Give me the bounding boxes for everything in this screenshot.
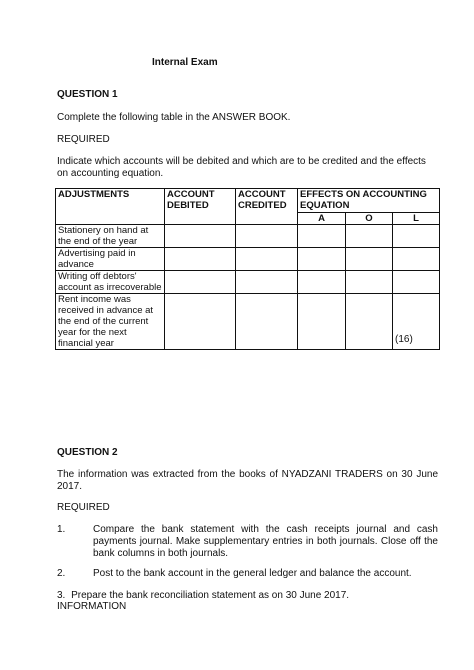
cell-l[interactable] [393, 248, 440, 271]
cell-debited[interactable] [165, 294, 236, 350]
cell-a[interactable] [298, 271, 346, 294]
question-1-marks: (16) [395, 334, 413, 345]
adjustments-table [55, 188, 440, 350]
header-account-debited: ACCOUNT DEBITED [165, 189, 236, 225]
question-1-heading: QUESTION 1 [57, 89, 118, 100]
cell-o[interactable] [346, 294, 393, 350]
question-2-heading: QUESTION 2 [57, 447, 118, 458]
table-row [56, 248, 440, 271]
question-1-instruction: Complete the following table in the ANSWER BOOK. [57, 112, 291, 123]
header-a: A [298, 213, 346, 225]
cell-a[interactable] [298, 248, 346, 271]
item-number: 2. [57, 568, 66, 579]
item-number: 3. [57, 590, 66, 601]
header-o: O [346, 213, 393, 225]
cell-debited[interactable] [165, 271, 236, 294]
cell-l[interactable] [393, 271, 440, 294]
cell-debited[interactable] [165, 225, 236, 248]
item-text: Prepare the bank reconciliation statement as on 30 June 2017. [71, 590, 350, 601]
cell-a[interactable] [298, 294, 346, 350]
table-row [56, 294, 440, 350]
question-1-required-text: Indicate which accounts will be debited and which are to be credited and the effects on accounting equation. [57, 156, 426, 179]
cell-l[interactable] [393, 225, 440, 248]
row-adjustment: Stationery on hand at the end of the year [56, 225, 165, 248]
question-2-required-label: REQUIRED [57, 502, 110, 513]
header-adjustments: ADJUSTMENTS [56, 189, 165, 225]
header-account-credited: ACCOUNT CREDITED [236, 189, 298, 225]
item-text: Post to the bank account in the general ledger and balance the account. [93, 568, 412, 579]
cell-credited[interactable] [236, 294, 298, 350]
cell-a[interactable] [298, 225, 346, 248]
header-l: L [393, 213, 440, 225]
page-title: Internal Exam [152, 57, 218, 68]
cell-o[interactable] [346, 271, 393, 294]
table-header-row [56, 189, 440, 213]
header-effects: EFFECTS ON ACCOUNTING EQUATION [298, 189, 440, 213]
cell-credited[interactable] [236, 248, 298, 271]
table-row [56, 271, 440, 294]
table-row [56, 225, 440, 248]
cell-debited[interactable] [165, 248, 236, 271]
row-adjustment: Advertising paid in advance [56, 248, 165, 271]
question-1-required-label: REQUIRED [57, 134, 110, 145]
item-text: Compare the bank statement with the cash receipts journal and cash payments journal. Make supplementary entries in both journals. Close off the bank columns in both journals. [93, 524, 438, 559]
cell-o[interactable] [346, 225, 393, 248]
item-number: 1. [57, 524, 66, 535]
row-adjustment: Rent income was received in advance at the end of the current year for the next financial year [56, 294, 165, 350]
cell-credited[interactable] [236, 271, 298, 294]
cell-credited[interactable] [236, 225, 298, 248]
cell-o[interactable] [346, 248, 393, 271]
question-2-info-text: The information was extracted from the books of NYADZANI TRADERS on 30 June 2017. [57, 469, 438, 492]
information-label: INFORMATION [57, 601, 127, 612]
row-adjustment: Writing off debtors' account as irrecoverable [56, 271, 165, 294]
